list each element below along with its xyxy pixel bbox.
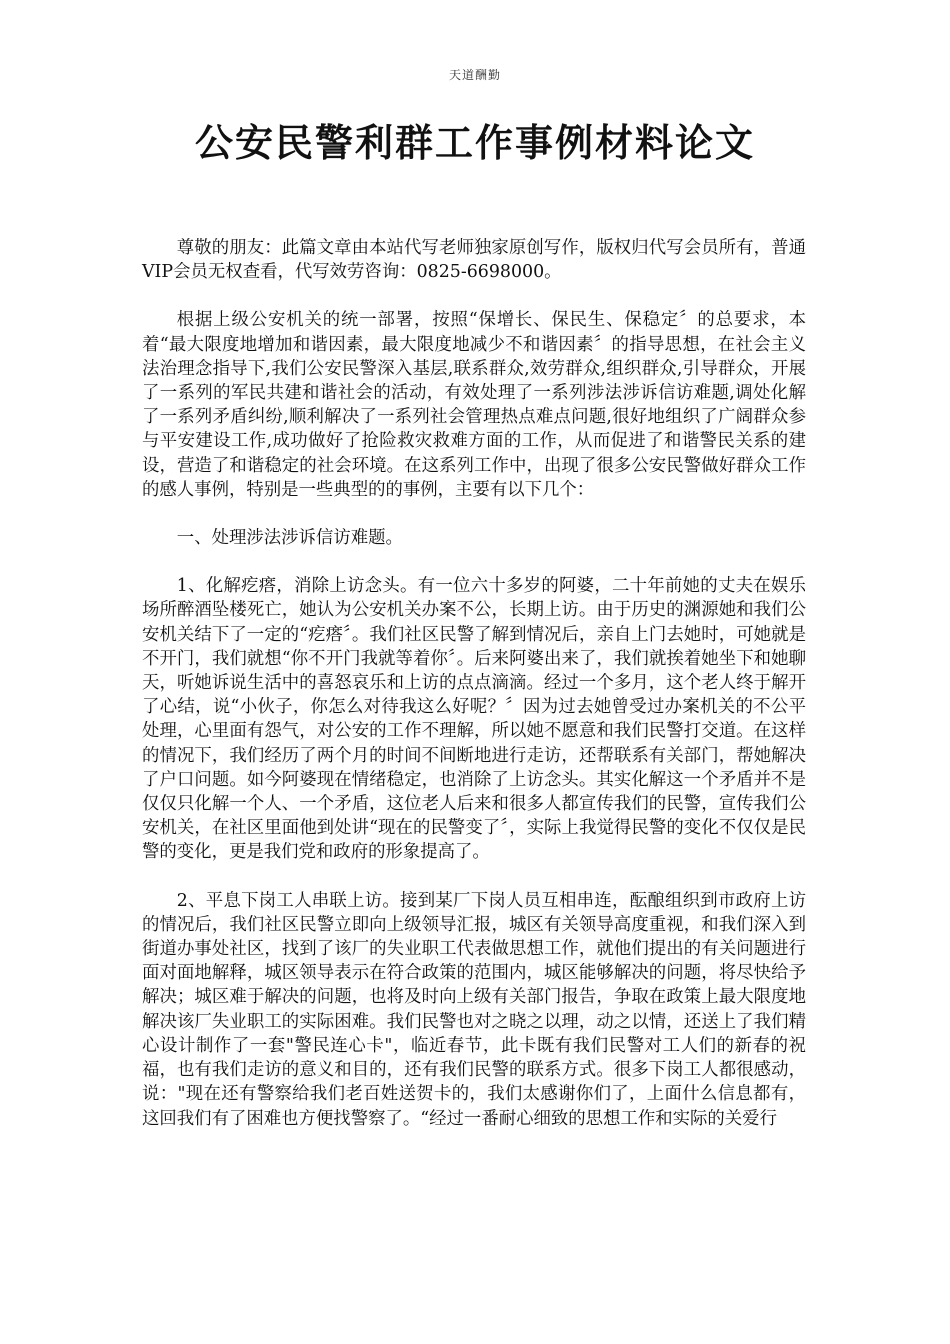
page-header: 天道酬勤	[448, 68, 501, 82]
case-one-paragraph: 1、化解疙瘩，消除上访念头。有一位六十多岁的阿婆，二十年前她的丈夫在娱乐场所醉酒坠楼死亡，她认为公安机关办案不公，长期上访。由于历史的渊源她和我们公安机关结下了一定的“疙瘩〞。我们社区民警了解到情况后，亲自上门去她时，可她就是不开门，我们就想“你不开门我就等着你〞。后来阿婆出来了，我们就挨着她坐下和她聊天，听她诉说生活中的喜怒哀乐和上访的点点滴滴。经过一个多月，这个老人终于解开了心结，说“小伙子，你怎么对待我这么好呢？〞因为过去她曾受过办案机关的不公平处理，心里面有怨气，对公安的工作不理解，所以她不愿意和我们民警打交道。在这样的情况下，我们经历了两个月的时间不间断地进行走访，还帮联系有关部门，帮她解决了户口问题。如今阿婆现在情绪稳定，也消除了上访念头。其实化解这一个矛盾并不是仅仅只化解一个人、一个矛盾，这位老人后来和很多人都宣传我们的民警，宣传我们公安机关，在社区里面他到处讲“现在的民警变了〞，实际上我觉得民警的变化不仅仅是民警的变化，更是我们党和政府的形象提高了。	[142, 576, 806, 863]
overview-paragraph: 根据上级公安机关的统一部署，按照“保增长、保民生、保稳定〞的总要求，本着“最大限度地增加和谐因素，最大限度地减少不和谐因素〞的指导思想，在社会主义法治理念指导下,我们公安民警深入基层,联系群众,效劳群众,组织群众,引导群众，开展了一系列的军民共建和谐社会的活动，有效处理了一系列涉法涉诉信访难题,调处化解了一系列矛盾纠纷,顺利解决了一系列社会管理热点难点问题,很好地组织了广阔群众参与平安建设工作,成功做好了抢险救灾救难方面的工作，从而促进了和谐警民关系的建设，营造了和谐稳定的社会环境。在这系列工作中，出现了很多公安民警做好群众工作的感人事例，特别是一些典型的的事例，主要有以下几个：	[142, 310, 806, 500]
intro-paragraph: 尊敬的朋友：此篇文章由本站代写老师独家原创写作，版权归代写会员所有，普通VIP会员无权查看，代写效劳咨询：0825-6698000。	[142, 238, 806, 283]
document-title: 公安民警利群工作事例材料论文	[194, 120, 755, 165]
case-two-paragraph: 2、平息下岗工人串联上访。接到某厂下岗人员互相串连，酝酿组织到市政府上访的情况后，我们社区民警立即向上级领导汇报，城区有关领导高度重视，和我们深入到街道办事处社区，找到了该厂的失业职工代表做思想工作，就他们提出的有关问题进行面对面地解释，城区领导表示在符合政策的范围内，城区能够解决的问题，将尽快给予解决；城区难于解决的问题，也将及时向上级有关部门报告，争取在政策上最大限度地解决该厂失业职工的实际困难。我们民警也对之晓之以理，动之以情，还送上了我们精心设计制作了一套"警民连心卡"，临近春节，此卡既有我们民警对工人们的新春的祝福，也有我们走访的意义和目的，还有我们民警的联系方式。很多下岗工人都很感动，说："现在还有警察给我们老百姓送贺卡的，我们太感谢你们了，上面什么信息都有，这回我们有了困难也方便找警察了。“经过一番耐心细致的思想工作和实际的关爱行	[142, 890, 806, 1129]
section-heading: 一、处理涉法涉诉信访难题。	[176, 528, 403, 549]
document-body	[142, 236, 806, 1155]
